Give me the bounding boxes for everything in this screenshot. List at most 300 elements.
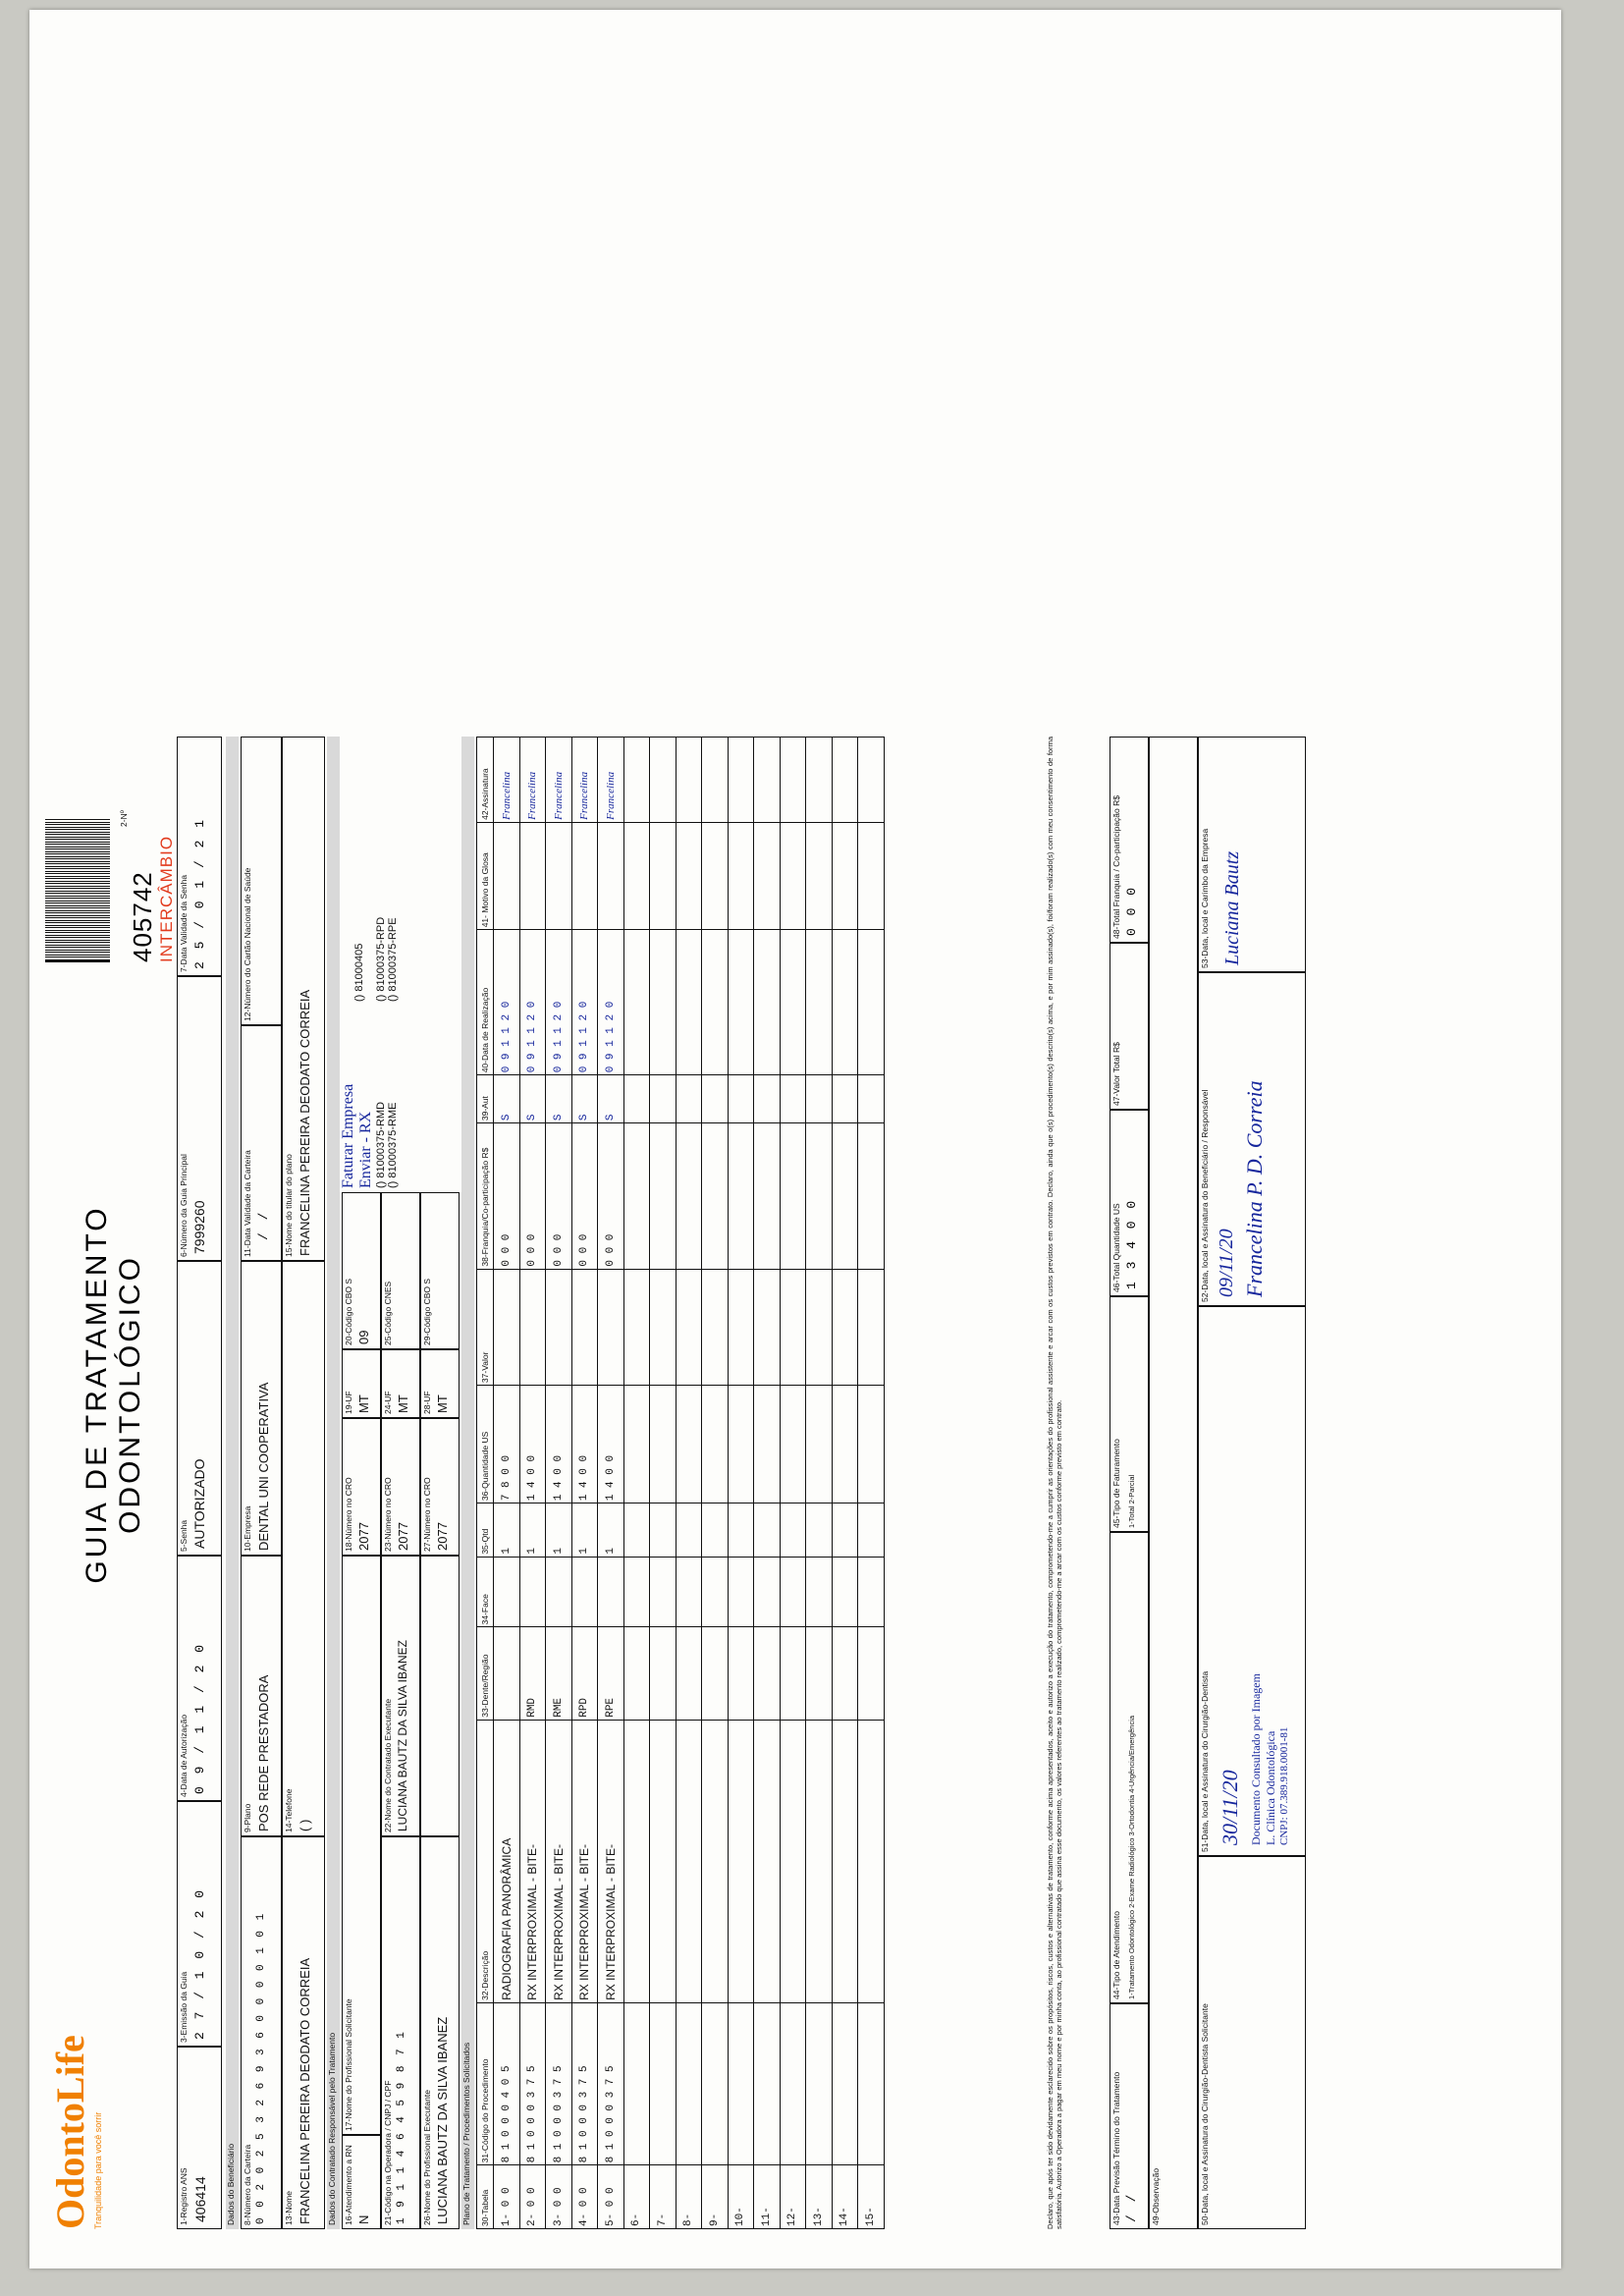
table-cell-qtd: [702, 1503, 729, 1558]
field-value: 09: [355, 1330, 371, 1344]
field-label: 45-Tipo de Faturamento: [1111, 1439, 1121, 1528]
field-value: 30/11/20: [1217, 1770, 1242, 1845]
table-cell-aut: [832, 1075, 858, 1123]
field-legend: 1-Tratamento Odontológico 2-Exame Radiológico 3-Ortodontia 4-Urgência/Emergência: [1126, 1715, 1136, 1999]
field-label: 46-Total Quantidade US: [1111, 1203, 1121, 1292]
field-label: 52-Data, local e Assinatura do Beneficiário / Responsável: [1200, 1089, 1210, 1302]
table-row: [702, 738, 729, 2229]
table-cell-us: [806, 1386, 833, 1503]
field-label: 22-Nome do Contratado Executante: [383, 1698, 393, 1832]
field-tipo-atendimento: [1110, 1532, 1149, 2003]
table-cell-valor: [858, 1269, 885, 1385]
table-cell-franquia: [676, 1123, 702, 1269]
table-column-header: 34-Face: [477, 1557, 494, 1627]
table-cell-assin: [650, 738, 677, 823]
field-value: MT: [395, 1394, 410, 1413]
table-cell-tabela: 8-: [676, 2165, 702, 2229]
stamp-clinic-cnpj: CNPJ: 07.389.918.0001-81: [1277, 1726, 1290, 1845]
table-cell-glosa: [806, 822, 833, 929]
field-nome-beneficiario: [282, 1836, 325, 2229]
field-uf-solicitante: [342, 1349, 381, 1418]
field-label: 9-Plano: [243, 1803, 252, 1832]
table-cell-glosa: [780, 822, 806, 929]
field-value: [1123, 944, 1125, 1109]
field-codigo-operadora: [381, 1836, 420, 2229]
table-cell-face: [598, 1557, 624, 1627]
table-cell-us: 7 8 0 0: [494, 1386, 520, 1503]
field-label: 29-Código CBO S: [422, 1278, 432, 1345]
table-cell-valor: [806, 1269, 833, 1385]
table-cell-tabela: 13-: [806, 2165, 833, 2229]
field-label: 28-UF: [422, 1391, 432, 1414]
table-cell-descricao: [702, 1720, 729, 2002]
field-label: 44-Tipo de Atendimento: [1111, 1911, 1121, 1999]
table-cell-qtd: [676, 1503, 702, 1558]
senha-number: 405742: [128, 871, 157, 962]
field-nome-profissional-solicitante: [342, 1556, 381, 2135]
table-cell-qtd: [858, 1503, 885, 1558]
field-nome-titular: [282, 737, 325, 1261]
table-cell-tabela: 12-: [780, 2165, 806, 2229]
table-cell-dente: RPE: [598, 1627, 624, 1720]
field-label: 8-Número da Carteira: [243, 2144, 252, 2225]
table-row: [754, 738, 781, 2229]
field-value: 1 3 4 0 0: [1123, 1198, 1139, 1289]
table-cell-us: [832, 1386, 858, 1503]
table-cell-data: [728, 930, 754, 1075]
field-label: 1-Registro ANS: [179, 2167, 189, 2225]
table-cell-franquia: 0 0 0: [571, 1123, 598, 1269]
table-row: [780, 738, 806, 2229]
table-cell-face: [728, 1557, 754, 1627]
brand-name: OdontoLife: [48, 2035, 92, 2229]
table-cell-valor: [702, 1269, 729, 1385]
table-cell-valor: [650, 1269, 677, 1385]
table-cell-glosa: [650, 822, 677, 929]
field-assinatura-solicitante: [1198, 1856, 1306, 2229]
table-column-header: 32-Descrição: [477, 1720, 494, 2002]
table-cell-descricao: [806, 1720, 833, 2002]
field-value: 0 0 0: [1123, 885, 1139, 936]
table-cell-descricao: RADIOGRAFIA PANORÂMICA: [494, 1720, 520, 2002]
table-column-header: 35-Qtd: [477, 1503, 494, 1558]
field-value: 0 9 / 1 1 / 2 0: [191, 1642, 207, 1794]
field-legend: 1-Total 2-Parcial: [1126, 1474, 1136, 1528]
table-cell-valor: [519, 1269, 546, 1385]
field-value: FRANCELINA PEREIRA DEODATO CORREIA: [297, 989, 312, 1256]
table-cell-descricao: [858, 1720, 885, 2002]
field-validade-senha: [177, 737, 222, 976]
table-cell-assin: [806, 738, 833, 823]
table-cell-us: [676, 1386, 702, 1503]
table-cell-aut: [676, 1075, 702, 1123]
table-cell-glosa: [832, 822, 858, 929]
table-cell-tabela: 5- 0 0: [598, 2165, 624, 2229]
table-cell-qtd: [650, 1503, 677, 1558]
beneficiary-signature: Francelina P. D. Correia: [1241, 1080, 1267, 1297]
table-cell-codigo: 8 1 0 0 0 3 7 5: [571, 2002, 598, 2165]
table-cell-face: [494, 1557, 520, 1627]
table-cell-aut: [623, 1075, 650, 1123]
field-value: POS REDE PRESTADORA: [255, 1674, 271, 1831]
table-cell-us: [780, 1386, 806, 1503]
annotation-code: () 81000375-RPE: [387, 917, 399, 1002]
table-cell-valor: [832, 1269, 858, 1385]
table-cell-codigo: [832, 2002, 858, 2165]
table-cell-aut: [702, 1075, 729, 1123]
table-cell-glosa: [598, 822, 624, 929]
field-value: 2077: [434, 1522, 450, 1551]
table-cell-descricao: [754, 1720, 781, 2002]
field-label: 6-Número da Guia Principal: [179, 1154, 189, 1257]
table-cell-assin: Francelina: [571, 738, 598, 823]
field-numero-cro-solicitante: [342, 1418, 381, 1556]
table-cell-qtd: 1: [598, 1503, 624, 1558]
stamp-clinic-name: L. Clínica Odontológica: [1263, 1730, 1277, 1845]
field-label: 53-Data, local e Carimbo da Empresa: [1200, 828, 1210, 968]
table-cell-tabela: 1- 0 0: [494, 2165, 520, 2229]
table-cell-assin: Francelina: [598, 738, 624, 823]
table-cell-codigo: 8 1 0 0 0 3 7 5: [519, 2002, 546, 2165]
table-cell-codigo: 8 1 0 0 0 4 0 5: [494, 2002, 520, 2165]
table-cell-qtd: [780, 1503, 806, 1558]
field-label: 48-Total Franquia / Co-participação R$: [1111, 795, 1121, 939]
table-cell-descricao: RX INTERPROXIMAL - BITE-: [571, 1720, 598, 2002]
field-observacao: [1149, 737, 1198, 2229]
table-cell-tabela: 14-: [832, 2165, 858, 2229]
barcode: [45, 818, 110, 962]
table-cell-tabela: 4- 0 0: [571, 2165, 598, 2229]
table-column-header: 40-Data de Realização: [477, 930, 494, 1075]
table-cell-dente: [702, 1627, 729, 1720]
table-cell-face: [754, 1557, 781, 1627]
field-senha: [177, 1261, 222, 1556]
field-label: 10-Empresa: [243, 1505, 252, 1552]
field-label: 51-Data, local e Assinatura do Cirurgião-Dentista: [1200, 1670, 1210, 1852]
table-row: [571, 738, 598, 2229]
table-row: [858, 738, 885, 2229]
field-codigo-cnes: [381, 1192, 420, 1349]
table-cell-qtd: [806, 1503, 833, 1558]
table-cell-franquia: [806, 1123, 833, 1269]
table-cell-dente: [806, 1627, 833, 1720]
table-row: [494, 738, 520, 2229]
field-value: DENTAL UNI COOPERATIVA: [255, 1382, 271, 1551]
table-cell-dente: RME: [546, 1627, 572, 1720]
field-value: / /: [255, 1210, 271, 1240]
table-cell-codigo: 8 1 0 0 0 3 7 5: [546, 2002, 572, 2165]
table-cell-franquia: 0 0 0: [598, 1123, 624, 1269]
table-cell-glosa: [676, 822, 702, 929]
annotation-code-extra: () 81000405: [353, 943, 365, 1002]
table-cell-us: 1 4 0 0: [519, 1386, 546, 1503]
field-atendimento-rn: [342, 2135, 381, 2229]
field-value: [355, 1557, 357, 2134]
second-number-label: 2-Nº: [119, 810, 129, 827]
table-cell-codigo: [754, 2002, 781, 2165]
field-numero-cro-profissional: [420, 1418, 460, 1556]
table-cell-data: 0 9 1 1 2 0: [571, 930, 598, 1075]
table-cell-codigo: [702, 2002, 729, 2165]
field-label: 11-Data Validade da Carteira: [243, 1150, 252, 1257]
table-cell-qtd: [754, 1503, 781, 1558]
table-cell-face: [571, 1557, 598, 1627]
field-label: 19-UF: [344, 1391, 353, 1414]
table-row: [519, 738, 546, 2229]
table-cell-valor: [571, 1269, 598, 1385]
procedures-table: [476, 737, 885, 2229]
table-cell-codigo: [676, 2002, 702, 2165]
table-cell-glosa: [728, 822, 754, 929]
table-cell-us: 1 4 0 0: [571, 1386, 598, 1503]
field-label: 16-Atendimento a RN: [344, 2145, 353, 2225]
table-cell-face: [519, 1557, 546, 1627]
field-plano: [241, 1556, 282, 1836]
table-cell-codigo: [858, 2002, 885, 2165]
table-cell-assin: [858, 738, 885, 823]
table-cell-valor: [546, 1269, 572, 1385]
table-cell-dente: [676, 1627, 702, 1720]
field-value: LUCIANA BAUTZ DA SILVA IBANEZ: [434, 2016, 450, 2224]
annotation-line1: Faturar Empresa: [340, 1083, 356, 1188]
field-label: 3-Emissão da Guia: [179, 1971, 189, 2043]
table-cell-codigo: [806, 2002, 833, 2165]
field-value: 2 5 / 0 1 / 2 1: [191, 817, 207, 969]
table-cell-glosa: [571, 822, 598, 929]
table-cell-dente: [623, 1627, 650, 1720]
field-registro-ans: [177, 2047, 222, 2229]
table-column-header: 42-Assinatura: [477, 738, 494, 823]
field-label: 24-UF: [383, 1391, 393, 1414]
table-cell-data: [832, 930, 858, 1075]
table-header-row: [477, 738, 494, 2229]
table-cell-assin: Francelina: [494, 738, 520, 823]
field-value: [434, 1193, 436, 1348]
field-valor-total: [1110, 943, 1149, 1110]
table-cell-tabela: 3- 0 0: [546, 2165, 572, 2229]
table-cell-tabela: 6-: [623, 2165, 650, 2229]
table-cell-glosa: [546, 822, 572, 929]
table-row: [806, 738, 833, 2229]
table-cell-aut: [754, 1075, 781, 1123]
table-row: [728, 738, 754, 2229]
field-value: [1163, 738, 1164, 2228]
field-numero-cro-executante: [381, 1418, 420, 1556]
table-cell-descricao: [676, 1720, 702, 2002]
table-cell-valor: [780, 1269, 806, 1385]
table-cell-data: [754, 930, 781, 1075]
field-total-quantidade-us: [1110, 1110, 1149, 1296]
annotation-codes-right: [375, 786, 399, 1002]
field-value: 1 9 1 1 4 6 4 5 9 8 7 1: [395, 2030, 407, 2224]
table-cell-data: 0 9 1 1 2 0: [598, 930, 624, 1075]
field-label: 49-Observação: [1151, 2167, 1161, 2225]
table-column-header: 36-Quantidade US: [477, 1386, 494, 1503]
table-cell-descricao: RX INTERPROXIMAL - BITE-: [546, 1720, 572, 2002]
table-cell-codigo: [728, 2002, 754, 2165]
field-value: 2077: [355, 1522, 371, 1551]
field-label: 27-Número no CRO: [422, 1477, 432, 1552]
table-cell-glosa: [494, 822, 520, 929]
annotation-code: () 81000375-RME: [387, 1102, 399, 1188]
table-cell-qtd: 1: [571, 1503, 598, 1558]
table-cell-data: [676, 930, 702, 1075]
annotation-code: () 81000375-RMD: [375, 1101, 387, 1188]
field-label: 21-Código na Operadora / CNPJ / CPF: [383, 2080, 393, 2225]
table-row: [676, 738, 702, 2229]
table-cell-qtd: 1: [494, 1503, 520, 1558]
table-row: [832, 738, 858, 2229]
field-label: 20-Código CBO S: [344, 1278, 353, 1345]
section-contratado: Dados do Contratado Responsável pelo Tratamento: [327, 737, 340, 2229]
field-label: 5-Senha: [179, 1519, 189, 1552]
table-cell-assin: [754, 738, 781, 823]
table-cell-dente: [728, 1627, 754, 1720]
table-cell-qtd: [623, 1503, 650, 1558]
table-cell-tabela: 7-: [650, 2165, 677, 2229]
field-empresa: [241, 1261, 282, 1556]
table-cell-data: [702, 930, 729, 1075]
field-value: LUCIANA BAUTZ DA SILVA IBANEZ: [395, 1640, 409, 1831]
paper-sheet: [29, 10, 1561, 2269]
table-cell-glosa: [623, 822, 650, 929]
field-label: 23-Número no CRO: [383, 1477, 393, 1552]
declaration-text: Declaro, que após ter sido devidamente esclarecido sobre os propósitos, riscos, custos e alternativas de tratamento, conforme acima apresentados, aceito e autorizo a execução do tratamento, comprometendo-me a cumprir as orientações do profissional assistente e arcar com os custos previstos em contrato. Declaro, ainda que o(s) procedimento(s) descrito(s) acima, e por mim assinado(s), foi/foram realizado(s) com meu consentimento de forma satisfatória. Autorizo a Operadora a pagar em meu nome e por minha conta, ao profissional contratado que assina esse documento, os valores referentes ao tratamento realizado, comprometendo-me a arcar com os custos conforme previsto em contrato.: [1046, 737, 1064, 2229]
field-uf-executante: [381, 1349, 420, 1418]
table-cell-franquia: [780, 1123, 806, 1269]
table-cell-data: 0 9 1 1 2 0: [494, 930, 520, 1075]
table-cell-tabela: 11-: [754, 2165, 781, 2229]
field-uf-profissional: [420, 1349, 460, 1418]
field-cbo-profissional: [420, 1192, 460, 1349]
table-cell-descricao: [623, 1720, 650, 2002]
field-label: 14-Telefone: [284, 1788, 294, 1832]
field-spacer-executante: [420, 1556, 460, 1836]
field-label: 15-Nome do titular do plano: [284, 1154, 294, 1257]
table-cell-aut: [728, 1075, 754, 1123]
table-cell-descricao: [832, 1720, 858, 2002]
field-value: ( ): [297, 1819, 312, 1831]
table-cell-face: [676, 1557, 702, 1627]
annotation-code: () 81000375-RPD: [375, 916, 387, 1002]
table-cell-valor: [728, 1269, 754, 1385]
company-signature: Luciana Bautz: [1220, 850, 1243, 965]
table-cell-face: [546, 1557, 572, 1627]
field-value: N: [355, 2214, 371, 2224]
table-column-header: 33-Dente/Região: [477, 1627, 494, 1720]
table-cell-assin: [623, 738, 650, 823]
table-row: [546, 738, 572, 2229]
brand-tagline: Tranquilidade para você sorrir: [93, 2111, 103, 2229]
field-emissao-guia: [177, 1801, 222, 2047]
intercambio-stamp: INTERCÂMBIO: [157, 835, 176, 962]
table-cell-franquia: 0 0 0: [519, 1123, 546, 1269]
table-cell-franquia: [650, 1123, 677, 1269]
table-cell-tabela: 2- 0 0: [519, 2165, 546, 2229]
table-column-header: 41- Motivo da Glosa: [477, 822, 494, 929]
table-cell-data: [806, 930, 833, 1075]
table-cell-franquia: [754, 1123, 781, 1269]
field-label: 4-Data de Autorização: [179, 1714, 189, 1797]
table-cell-data: 0 9 1 1 2 0: [519, 930, 546, 1075]
table-cell-aut: [650, 1075, 677, 1123]
field-guia-principal: [177, 976, 222, 1261]
field-value: / /: [1123, 2192, 1139, 2222]
field-cbo-solicitante: [342, 1192, 381, 1349]
table-cell-aut: [806, 1075, 833, 1123]
page-title: GUIA DE TRATAMENTO ODONTOLÓGICO: [81, 1205, 146, 1584]
table-cell-assin: [780, 738, 806, 823]
table-cell-franquia: [832, 1123, 858, 1269]
table-cell-us: [650, 1386, 677, 1503]
field-tipo-faturamento: [1110, 1296, 1149, 1532]
table-cell-us: [702, 1386, 729, 1503]
table-cell-valor: [754, 1269, 781, 1385]
field-carimbo-empresa: [1198, 737, 1306, 972]
field-label: 50-Data, local e Assinatura do Cirurgião-Dentista Solicitante: [1200, 2003, 1210, 2225]
field-label: 43-Data Previsão Término do Tratamento: [1111, 2071, 1121, 2225]
table-cell-aut: S: [571, 1075, 598, 1123]
table-cell-face: [780, 1557, 806, 1627]
table-cell-descricao: [780, 1720, 806, 2002]
table-cell-assin: [728, 738, 754, 823]
field-label: 12-Número do Cartão Nacional de Saúde: [243, 867, 252, 1021]
table-cell-dente: [780, 1627, 806, 1720]
field-label: 25-Código CNES: [383, 1281, 393, 1345]
field-value: [1212, 1857, 1223, 2228]
field-value: AUTORIZADO: [190, 1458, 207, 1549]
field-value: [395, 1193, 397, 1348]
table-cell-us: [754, 1386, 781, 1503]
table-cell-aut: S: [494, 1075, 520, 1123]
field-value: 406414: [191, 2176, 208, 2222]
table-column-header: 38-Franquia/Co-participação R$: [477, 1123, 494, 1269]
table-cell-data: [650, 930, 677, 1075]
table-cell-assin: [702, 738, 729, 823]
field-telefone: [282, 1261, 325, 1836]
field-cartao-nacional-saude: [241, 737, 282, 1025]
table-cell-codigo: [650, 2002, 677, 2165]
field-label: 18-Número no CRO: [344, 1477, 353, 1552]
table-cell-assin: [832, 738, 858, 823]
rotated-form: [29, 10, 1561, 2269]
field-value: [254, 738, 258, 1024]
table-cell-assin: Francelina: [546, 738, 572, 823]
table-cell-data: [858, 930, 885, 1075]
table-cell-qtd: [832, 1503, 858, 1558]
table-cell-qtd: 1: [519, 1503, 546, 1558]
field-validade-carteira: [241, 1025, 282, 1261]
field-label: 17-Nome do Profissional Solicitante: [344, 1998, 353, 2131]
field-label: 13-Nome: [284, 2191, 294, 2225]
table-cell-face: [702, 1557, 729, 1627]
table-cell-franquia: [858, 1123, 885, 1269]
table-cell-us: [623, 1386, 650, 1503]
table-cell-valor: [676, 1269, 702, 1385]
table-cell-qtd: [728, 1503, 754, 1558]
table-cell-assin: [676, 738, 702, 823]
table-column-header: 31-Código do Procedimento: [477, 2002, 494, 2165]
table-cell-valor: [598, 1269, 624, 1385]
table-cell-data: 0 9 1 1 2 0: [546, 930, 572, 1075]
table-cell-dente: [494, 1627, 520, 1720]
field-value: 09/11/20: [1215, 1229, 1237, 1297]
table-cell-valor: [494, 1269, 520, 1385]
table-cell-glosa: [754, 822, 781, 929]
table-cell-glosa: [858, 822, 885, 929]
table-cell-dente: RPD: [571, 1627, 598, 1720]
field-numero-carteira: [241, 1836, 282, 2229]
